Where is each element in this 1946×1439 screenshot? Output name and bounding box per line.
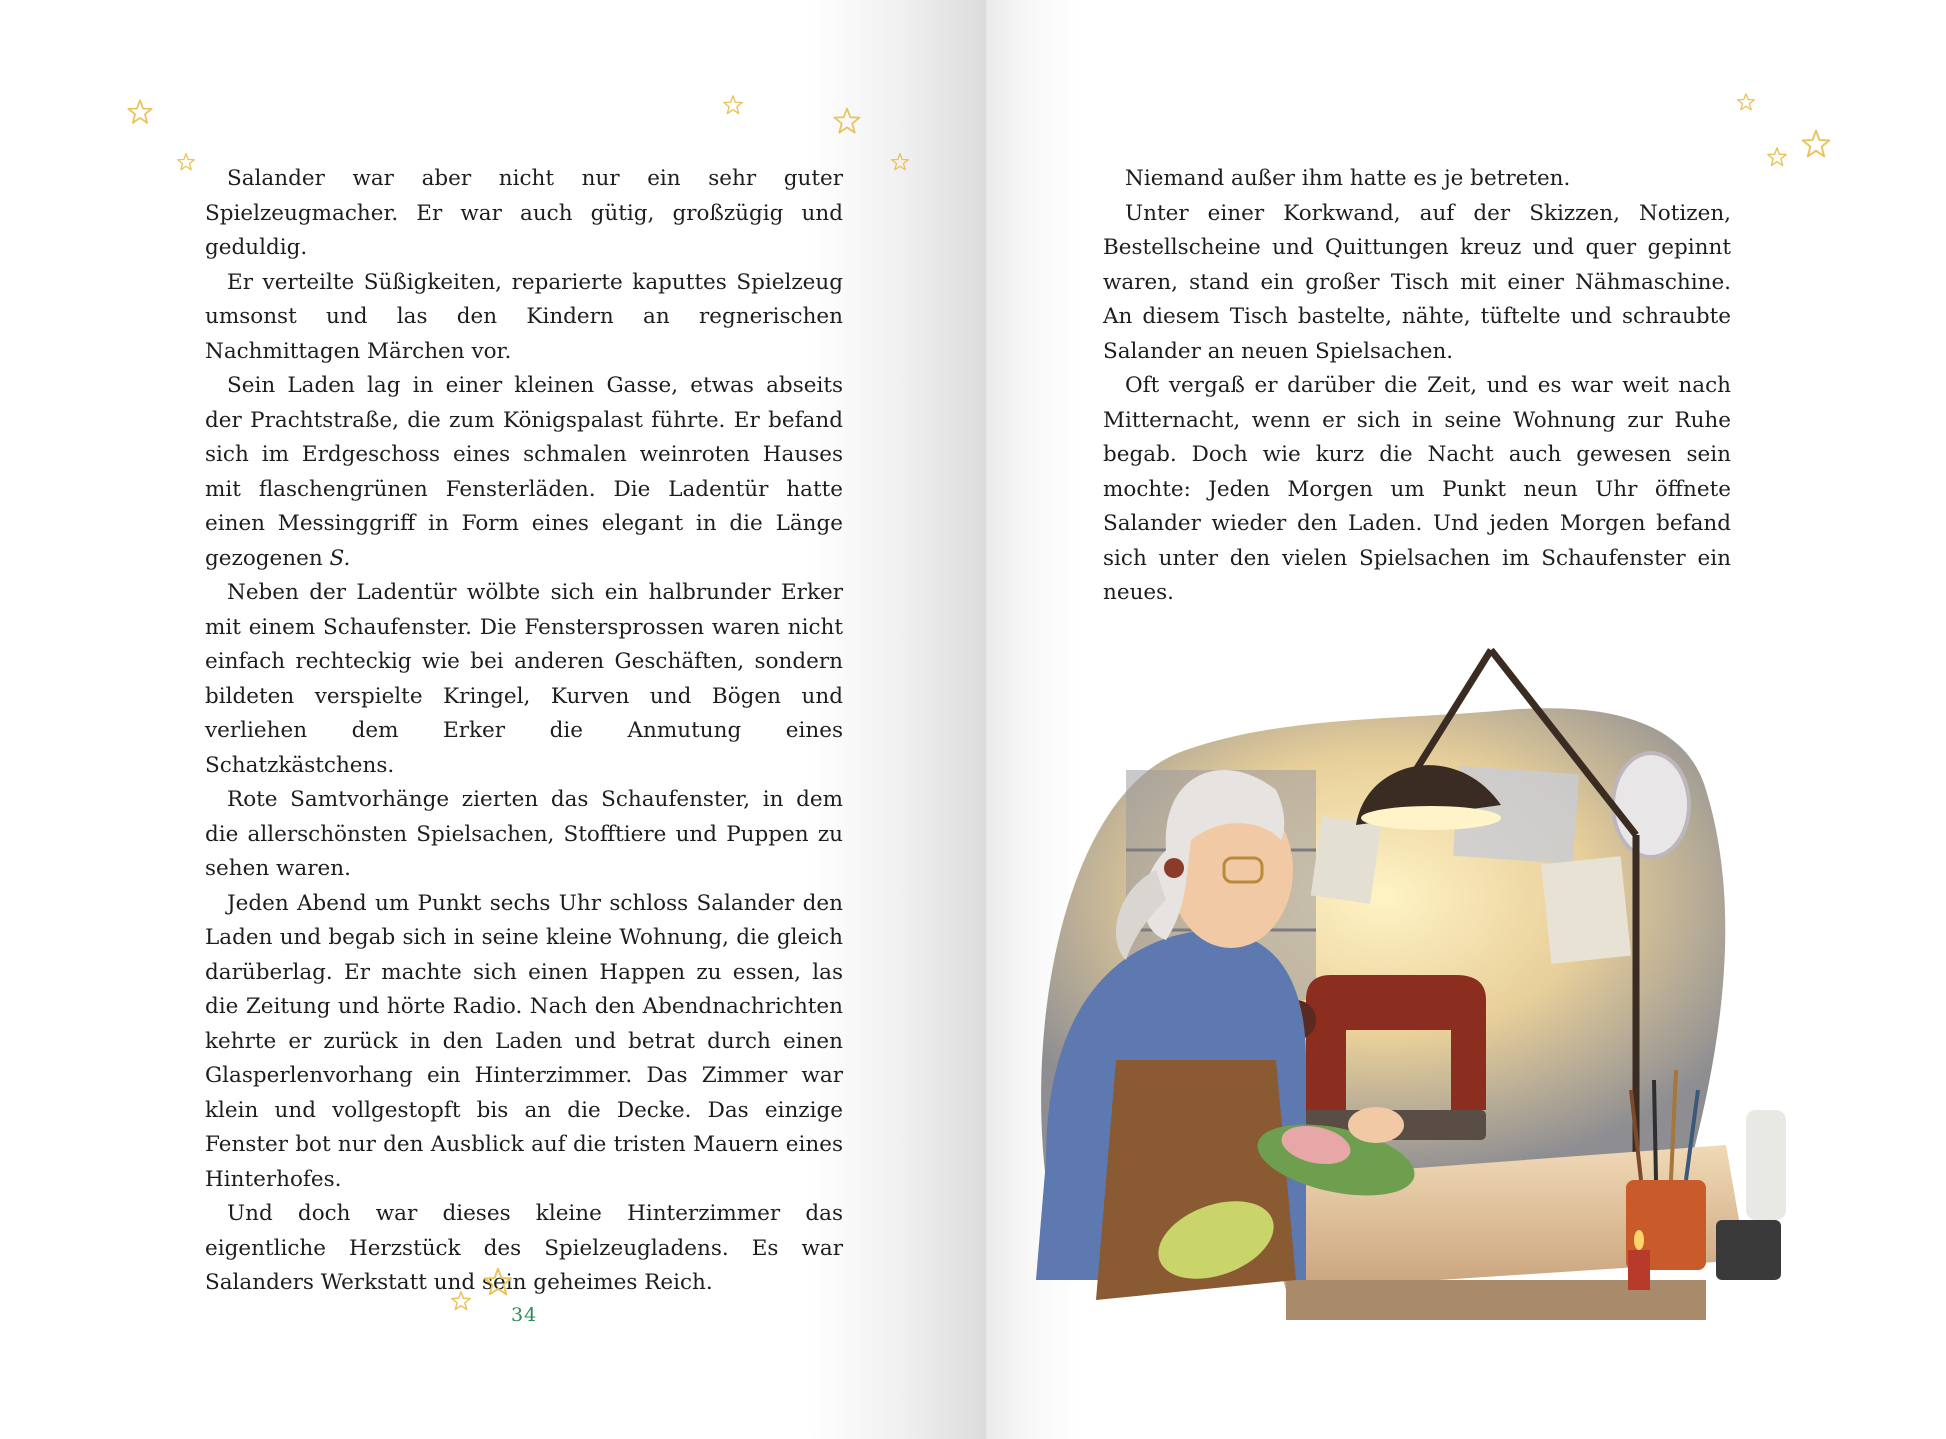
paragraph: Er verteilte Süßigkeiten, reparierte kaputtes Spielzeug umsonst und las den Kindern an regnerischen Nachmittagen Märchen vor.	[205, 269, 843, 364]
paragraph: Jeden Abend um Punkt sechs Uhr schloss Salander den Laden und begab sich in seine kleine Wohnung, die gleich darüberlag. Er machte sich einen Happen zu essen, las die Zeitung und hörte Radio. Nach den Abendnachrichten kehrte er zurück in den Laden und betrat durch einen Glasperlenvorhang ein Hinterzimmer. Das Zimmer war klein und vollgestopft bis an die Decke. Das einzige Fenster bot nur den Ausblick auf die tristen Mauern eines Hinterhofes.	[205, 890, 843, 1192]
star-icon	[482, 1266, 514, 1298]
page-number: 34	[511, 1304, 538, 1326]
star-icon	[1800, 128, 1832, 160]
italic-letter: S.	[329, 545, 351, 571]
star-icon	[832, 106, 862, 136]
star-icon	[126, 98, 154, 126]
paragraph: Oft vergaß er darüber die Zeit, und es war weit nach Mitternacht, wenn er sich in seine Wohnung zur Ruhe begab. Doch wie kurz die Nacht auch gewesen sein mochte: Jeden Morgen um Punkt neun Uhr öffnete Salander wieder den Laden. Und jeden Morgen befand sich unter den vielen Spielsachen im Schaufenster ein neues.	[1103, 373, 1731, 605]
star-icon	[176, 152, 196, 172]
right-page-text	[1103, 162, 1731, 611]
right-page	[986, 0, 1946, 1439]
left-page-text	[205, 162, 843, 1301]
paragraph-text: Sein Laden lag in einer kleinen Gasse, etwas abseits der Prachtstraße, die zum Königspalast führte. Er befand sich im Erdgeschoss eines schmalen weinroten Hauses mit flaschengrünen Fensterläden. Die Ladentür hatte einen Messinggriff in Form eines elegant in die Länge gezogenen	[205, 373, 843, 571]
toymaker-illustration	[986, 640, 1946, 1360]
star-icon	[890, 152, 910, 172]
star-icon	[1766, 146, 1788, 168]
star-icon	[450, 1290, 472, 1312]
paragraph	[205, 369, 843, 576]
paragraph: Unter einer Korkwand, auf der Skizzen, Notizen, Bestellscheine und Quittungen kreuz und quer gepinnt waren, stand ein großer Tisch mit einer Nähmaschine. An diesem Tisch bastelte, nähte, tüftelte und schraubte Salander an neuen Spielsachen.	[1103, 200, 1731, 364]
paragraph: Salander war aber nicht nur ein sehr guter Spielzeugmacher. Er war auch gütig, großzügig und geduldig.	[205, 166, 843, 260]
paragraph: Und doch war dieses kleine Hinterzimmer das eigentliche Herzstück des Spielzeugladens. Es war Salanders Werkstatt und sein geheimes Reich.	[205, 1201, 843, 1295]
star-icon	[722, 94, 744, 116]
star-icon	[1736, 92, 1756, 112]
paragraph: Niemand außer ihm hatte es je betreten.	[1125, 166, 1571, 191]
paragraph: Rote Samtvorhänge zierten das Schaufenster, in dem die allerschönsten Spielsachen, Stofftiere und Puppen zu sehen waren.	[205, 787, 843, 881]
paragraph: Neben der Ladentür wölbte sich ein halbrunder Erker mit einem Schaufenster. Die Fenstersprossen waren nicht einfach rechteckig wie bei anderen Geschäften, sondern bildeten verspielte Kringel, Kurven und Bögen und verliehen dem Erker die Anmutung eines Schatzkästchens.	[205, 580, 843, 778]
